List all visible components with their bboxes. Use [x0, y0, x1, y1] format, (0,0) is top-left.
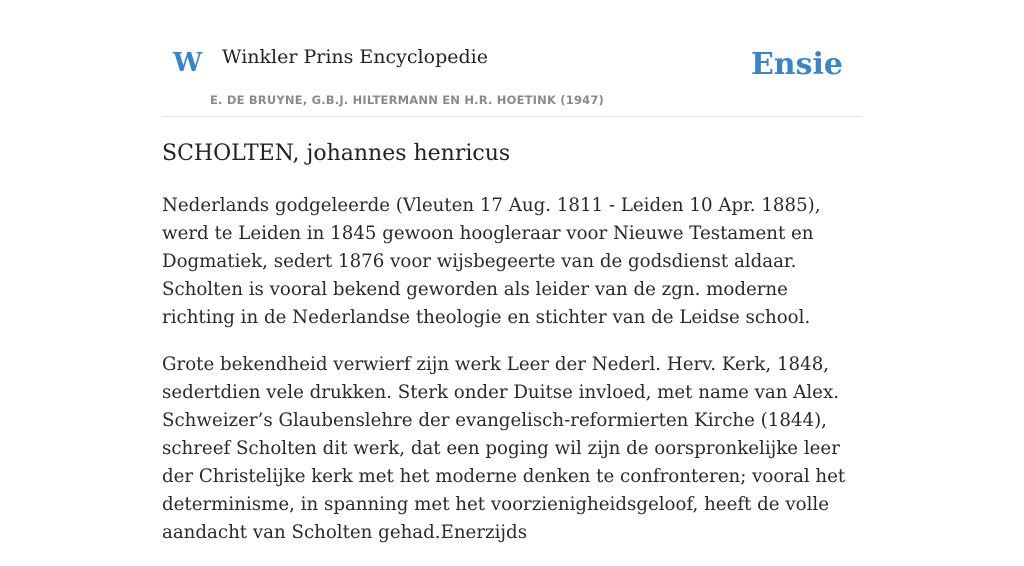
- brand-logo[interactable]: Ensie: [750, 47, 843, 82]
- publication-logo[interactable]: W: [173, 48, 203, 78]
- publication-title[interactable]: Winkler Prins Encyclopedie: [222, 46, 488, 68]
- publication-authors: E. DE BRUYNE, G.B.J. HILTERMANN EN H.R. HOETINK (1947): [210, 93, 605, 107]
- entry-title: SCHOLTEN, johannes henricus: [162, 141, 511, 166]
- entry-body: [162, 192, 862, 566]
- entry-paragraph: Nederlands godgeleerde (Vleuten 17 Aug. 1811 - Leiden 10 Apr. 1885), werd te Leiden in 1845 gewoon hoogleraar voor Nieuwe Testament en Dogmatiek, sedert 1876 voor wijsbegeerte van de godsdienst aldaar. Scholten is vooral bekend geworden als leider van de zgn. moderne richting in de Nederlandse theologie en stichter van de Leidse school.: [162, 195, 821, 328]
- site-header: [162, 0, 862, 117]
- entry-paragraph: Grote bekendheid verwierf zijn werk Leer der Nederl. Herv. Kerk, 1848, sedertdien vele drukken. Sterk onder Duitse invloed, met name van Alex. Schweizer’s Glaubenslehre der evangelisch-reformierten Kirche (1844), schreef Scholten dit werk, dat een poging wil zijn de oorspronkelijke leer der Christelijke kerk met het moderne denken te confronteren; vooral het determinisme, in spanning met het voorzienigheidsgeloof, heeft de volle aandacht van Scholten gehad.Enerzijds: [162, 354, 846, 543]
